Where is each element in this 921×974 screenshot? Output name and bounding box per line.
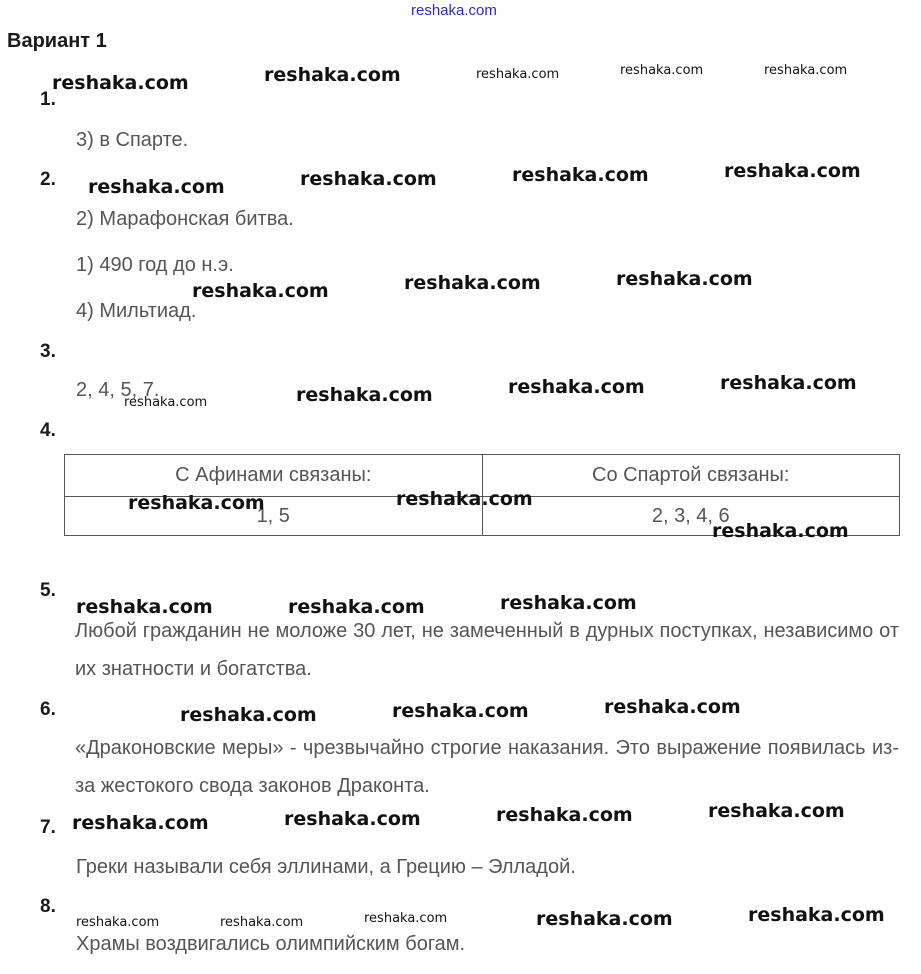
watermark: reshaka.com <box>364 911 448 926</box>
question-number-4: 4. <box>40 420 56 441</box>
watermark: reshaka.com <box>496 804 633 826</box>
watermark: reshaka.com <box>88 176 225 198</box>
watermark: reshaka.com <box>220 915 304 930</box>
answer-2-a: 2) Марафонская битва. <box>76 208 294 230</box>
watermark: reshaka.com <box>604 696 741 718</box>
watermark: reshaka.com <box>708 800 845 822</box>
answer-6: «Драконовские меры» - чрезвычайно строгие наказания. Это выражение появилась из-за жестокого свода законов Драконта. <box>75 737 899 797</box>
watermark: reshaka.com <box>720 372 857 394</box>
question-number-5: 5. <box>40 580 56 601</box>
watermark: reshaka.com <box>620 63 704 78</box>
table-cell-athens: 1, 5 <box>65 497 483 536</box>
question-number-8: 8. <box>40 896 56 917</box>
question-number-6: 6. <box>40 699 56 720</box>
answer-3: 2, 4, 5, 7. <box>76 379 160 401</box>
table-header-sparta: Со Спартой связаны: <box>482 455 900 497</box>
table-header-athens: С Афинами связаны: <box>65 455 483 497</box>
watermark: reshaka.com <box>396 488 533 510</box>
watermark: reshaka.com <box>192 280 329 302</box>
answer-7: Греки называли себя эллинами, а Грецию – Элладой. <box>76 856 576 878</box>
watermark: reshaka.com <box>712 520 849 542</box>
watermark: reshaka.com <box>72 812 209 834</box>
question-number-2: 2. <box>40 169 56 190</box>
watermark: reshaka.com <box>264 64 401 86</box>
watermark: reshaka.com <box>128 492 265 514</box>
answer-2-c: 4) Мильтиад. <box>76 300 197 322</box>
watermark: reshaka.com <box>724 160 861 182</box>
watermark: reshaka.com <box>76 915 160 930</box>
question-number-7: 7. <box>40 817 56 838</box>
question-number-1: 1. <box>40 89 56 110</box>
watermark: reshaka.com <box>284 808 421 830</box>
watermark: reshaka.com <box>536 908 673 930</box>
watermark: reshaka.com <box>300 168 437 190</box>
watermark: reshaka.com <box>52 72 189 94</box>
watermark: reshaka.com <box>512 164 649 186</box>
watermark: reshaka.com <box>500 592 637 614</box>
page-title: Вариант 1 <box>7 30 107 52</box>
answer-2-b: 1) 490 год до н.э. <box>76 254 234 276</box>
watermark: reshaka.com <box>508 376 645 398</box>
answer-8: Храмы воздвигались олимпийским богам. <box>76 933 466 955</box>
watermark: reshaka.com <box>76 596 213 618</box>
watermark: reshaka.com <box>616 268 753 290</box>
watermark: reshaka.com <box>476 67 560 82</box>
watermark: reshaka.com <box>404 272 541 294</box>
watermark: reshaka.com <box>764 63 848 78</box>
table-cell-sparta: 2, 3, 4, 6 <box>482 497 900 536</box>
watermark: reshaka.com <box>124 395 208 410</box>
watermark: reshaka.com <box>392 700 529 722</box>
answer-5: Любой гражданин не моложе 30 лет, не замеченный в дурных поступках, независимо от их знатности и богатства. <box>75 620 899 680</box>
site-link[interactable]: reshaka.com <box>411 2 497 19</box>
watermark: reshaka.com <box>296 384 433 406</box>
answer-1: 3) в Спарте. <box>76 129 189 151</box>
watermark: reshaka.com <box>288 596 425 618</box>
question-number-3: 3. <box>40 341 56 362</box>
watermark: reshaka.com <box>748 904 885 926</box>
watermark: reshaka.com <box>180 704 317 726</box>
